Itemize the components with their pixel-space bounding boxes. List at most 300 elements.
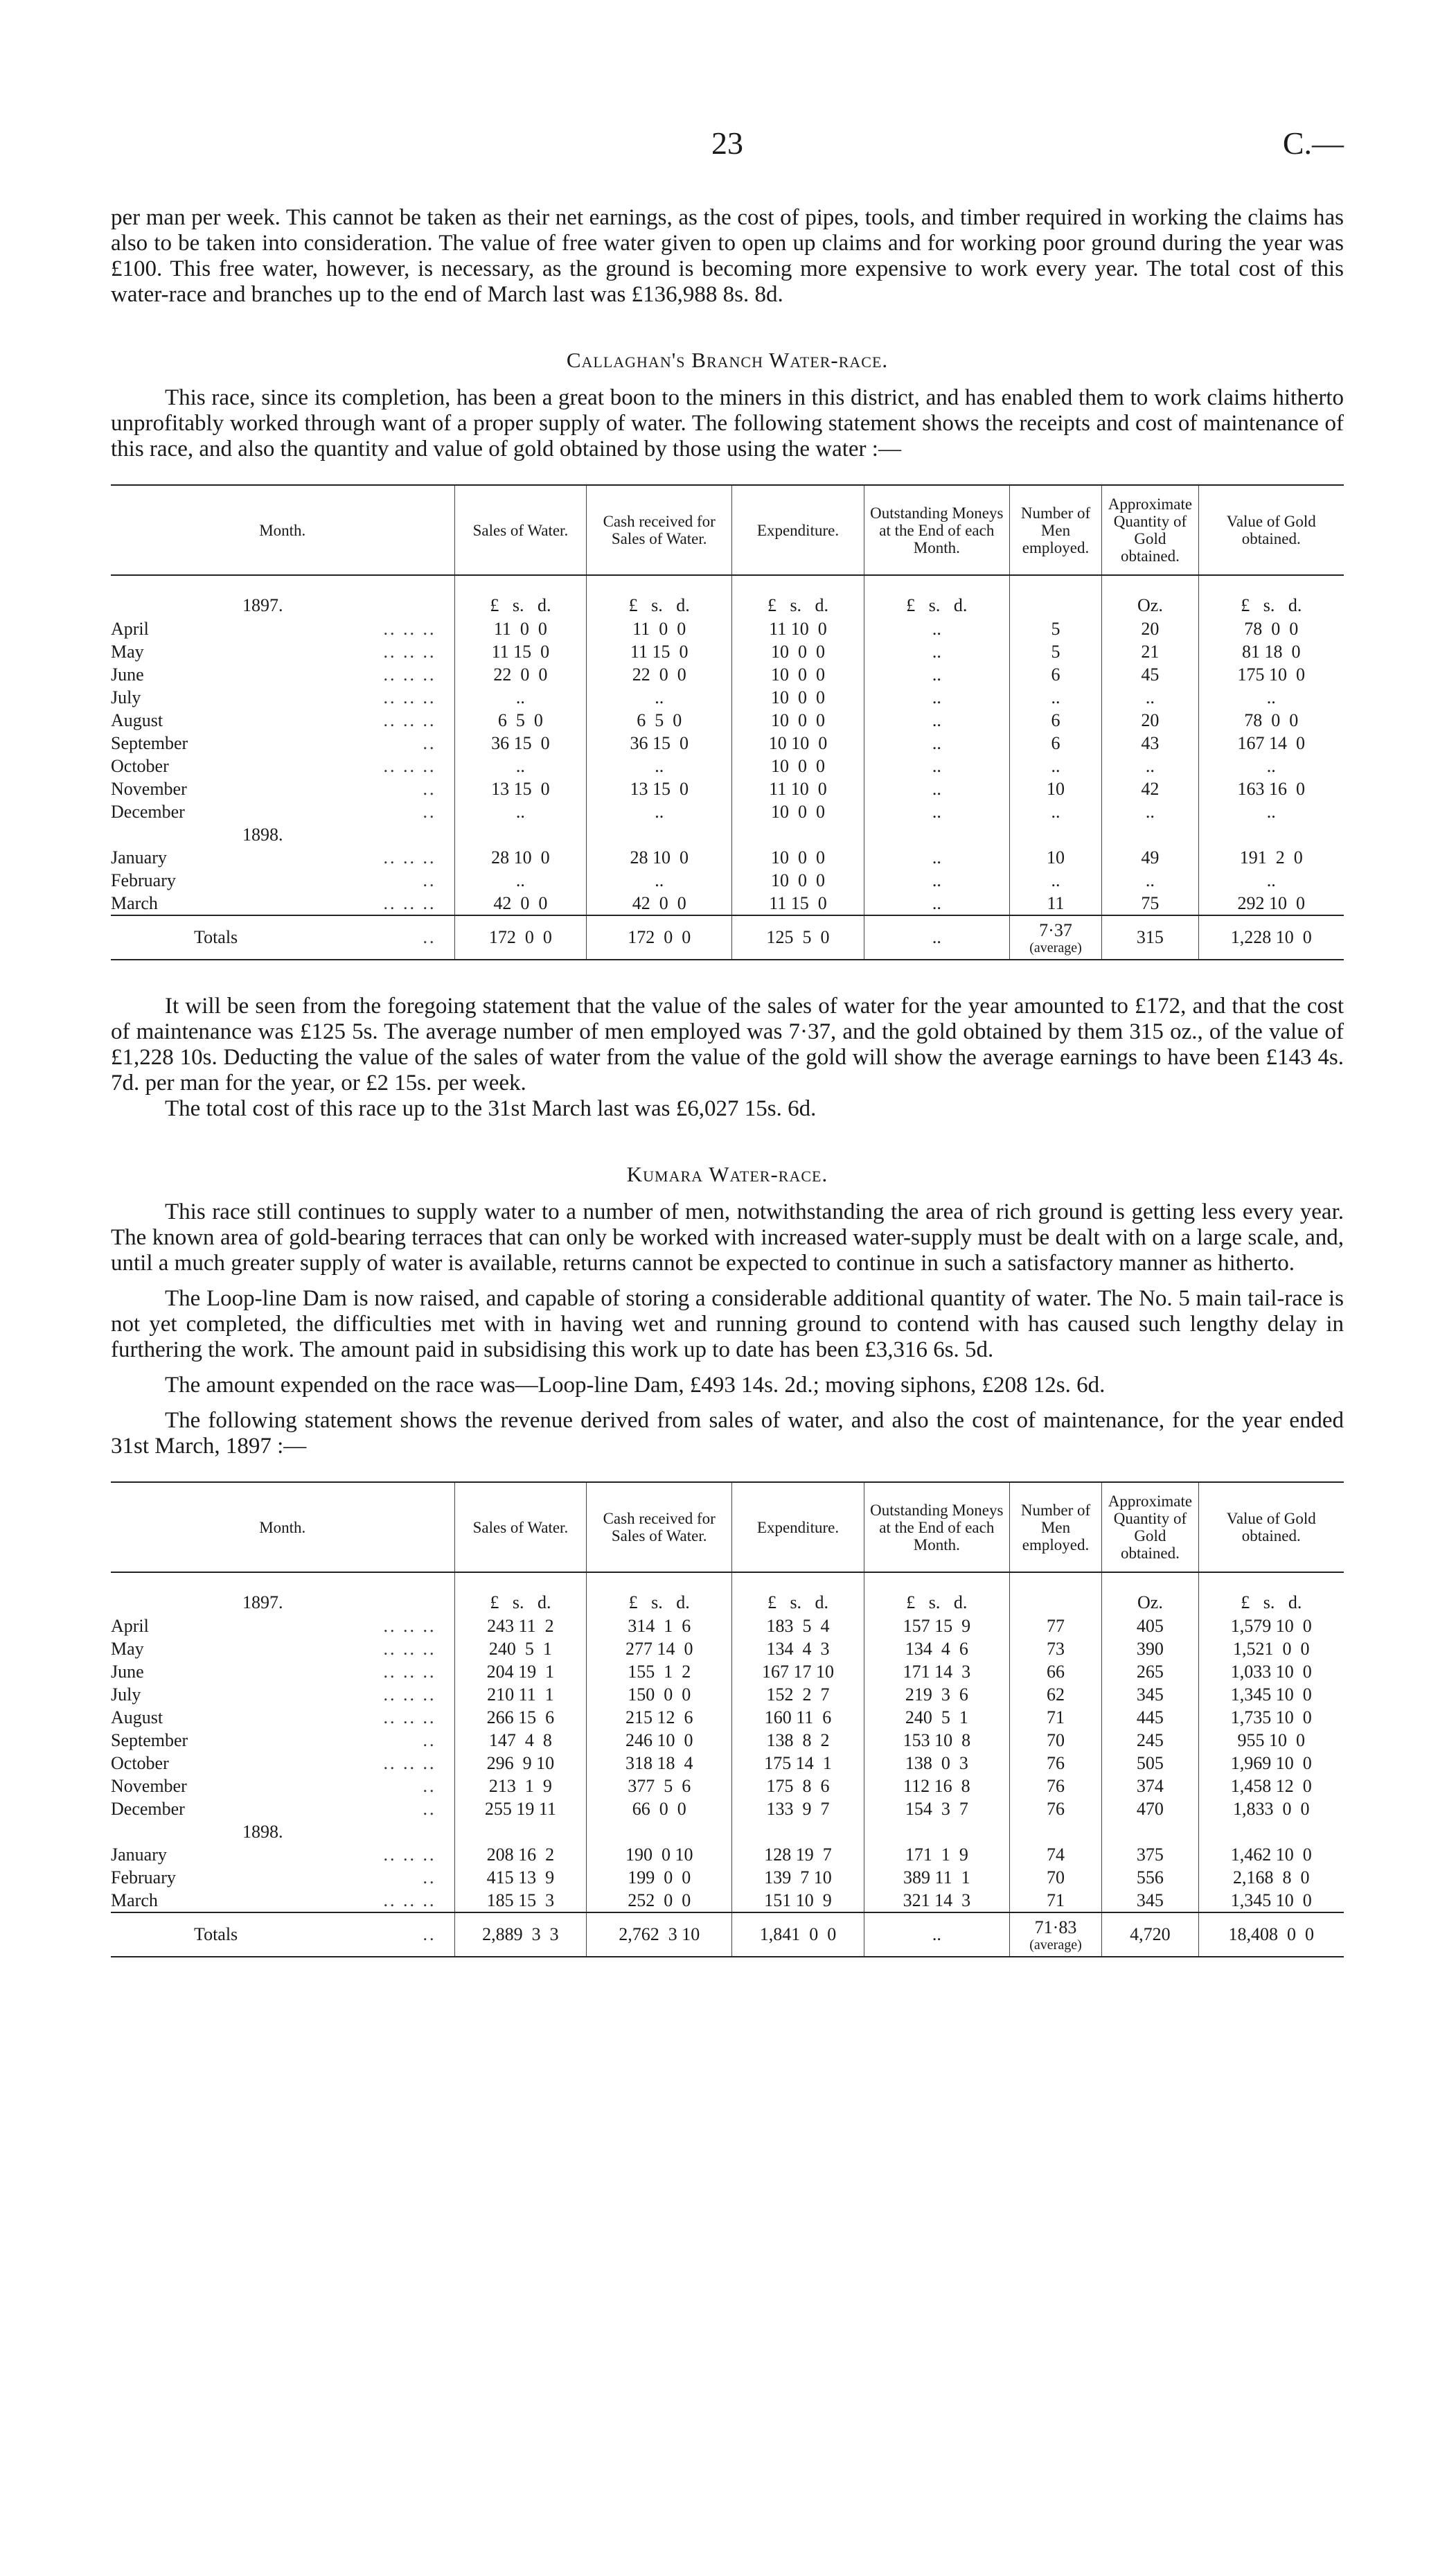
exp-value: 183 5 4 [766, 1616, 830, 1636]
cash-cell [587, 1797, 732, 1820]
sales-value: 147 4 8 [488, 1730, 552, 1750]
men-cell [1009, 1637, 1102, 1660]
sales-cell [454, 846, 587, 869]
leader-dots: .. .. .. [383, 1616, 436, 1636]
month-cell [111, 1797, 454, 1820]
qty-value: 45 [1141, 664, 1160, 685]
col-month: Month. [111, 485, 454, 575]
unit-label: £ s. d. [767, 595, 829, 615]
val-cell [1198, 709, 1344, 732]
out-cell [864, 732, 1009, 755]
leader-dots: .. [423, 1730, 436, 1750]
month-cell [111, 892, 454, 915]
out-cell [864, 640, 1009, 663]
totals-label: Totals [194, 927, 238, 947]
qty-value: 265 [1136, 1662, 1164, 1682]
unit-label: £ s. d. [1241, 1592, 1302, 1612]
month-cell [111, 823, 454, 846]
out-value: .. [932, 642, 941, 662]
leader-dots: .. [423, 802, 436, 822]
out-cell [864, 1797, 1009, 1820]
val-value: .. [1266, 802, 1276, 822]
val-value: 1,521 0 0 [1233, 1639, 1310, 1659]
month-label: October [111, 756, 169, 776]
cash-cell [587, 823, 732, 846]
val-cell [1198, 732, 1344, 755]
month-label: 1897. [242, 1592, 283, 1612]
out-value: 171 14 3 [903, 1662, 971, 1682]
val-cell [1198, 1660, 1344, 1683]
cash-cell [587, 575, 732, 617]
document-page [111, 125, 1344, 1957]
men-value: 76 [1047, 1799, 1065, 1819]
cash-value: 215 12 6 [625, 1707, 693, 1727]
out-value: 153 10 8 [903, 1730, 971, 1750]
val-cell [1198, 1706, 1344, 1729]
sales-cell [454, 869, 587, 892]
sales-value: 415 13 9 [486, 1867, 555, 1887]
sales-value: 11 0 0 [493, 619, 547, 639]
out-cell [864, 1843, 1009, 1866]
qty-cell [1102, 1820, 1198, 1843]
cash-cell [587, 1843, 732, 1866]
men-cell [1009, 800, 1102, 823]
total-men-value: 7·37 [1039, 920, 1072, 940]
val-cell [1198, 823, 1344, 846]
unit-label: £ s. d. [490, 1592, 551, 1612]
table-row [111, 732, 1344, 755]
men-value: 6 [1051, 664, 1060, 685]
val-cell [1198, 575, 1344, 617]
table-row [111, 1660, 1344, 1683]
exp-value: 152 2 7 [766, 1684, 830, 1705]
val-cell [1198, 1843, 1344, 1866]
val-cell [1198, 1775, 1344, 1797]
qty-cell [1102, 1706, 1198, 1729]
out-cell [864, 1752, 1009, 1775]
cash-cell [587, 777, 732, 800]
col-expenditure: Expenditure. [732, 1482, 864, 1572]
exp-cell [732, 1775, 864, 1797]
out-value: 171 1 9 [905, 1845, 968, 1865]
exp-cell [732, 1797, 864, 1820]
men-cell [1009, 686, 1102, 709]
men-cell [1009, 1775, 1102, 1797]
exp-value: 134 4 3 [766, 1639, 830, 1659]
cash-cell [587, 755, 732, 777]
total-qty-value: 4,720 [1130, 1924, 1171, 1944]
totals-row [111, 915, 1344, 960]
cash-value: 150 0 0 [628, 1684, 691, 1705]
men-value: 6 [1051, 710, 1060, 730]
exp-value: 151 10 9 [764, 1890, 832, 1910]
val-value: 2,168 8 0 [1233, 1867, 1310, 1887]
sales-cell [454, 1797, 587, 1820]
val-cell [1198, 1637, 1344, 1660]
val-value: 1,735 10 0 [1230, 1707, 1312, 1727]
table-row [111, 1843, 1344, 1866]
cash-cell [587, 1614, 732, 1637]
exp-cell [732, 892, 864, 915]
table-row [111, 1614, 1344, 1637]
qty-value: .. [1145, 756, 1155, 776]
table-row [111, 846, 1344, 869]
table-row [111, 1729, 1344, 1752]
total-val-cell [1198, 915, 1344, 960]
val-value: 955 10 0 [1237, 1730, 1306, 1750]
exp-cell [732, 1637, 864, 1660]
month-cell [111, 846, 454, 869]
men-cell [1009, 1683, 1102, 1706]
kumara-section-title: Kumara Water-race. [626, 1162, 828, 1186]
unit-label: £ s. d. [1241, 595, 1302, 615]
total-val-cell [1198, 1912, 1344, 1957]
year-row [111, 1572, 1344, 1614]
out-cell [864, 1889, 1009, 1912]
men-cell [1009, 1843, 1102, 1866]
month-cell [111, 575, 454, 617]
exp-cell [732, 777, 864, 800]
month-label: June [111, 664, 144, 685]
sales-cell [454, 1752, 587, 1775]
table-row [111, 1889, 1344, 1912]
month-cell [111, 617, 454, 640]
out-value: .. [932, 756, 941, 776]
month-label: January [111, 1845, 167, 1865]
qty-value: 470 [1136, 1799, 1164, 1819]
exp-value: 10 0 0 [771, 642, 825, 662]
table-row [111, 1683, 1344, 1706]
month-label: December [111, 802, 185, 822]
month-cell [111, 663, 454, 686]
men-value: 70 [1047, 1867, 1065, 1887]
total-men-cell [1009, 1912, 1102, 1957]
exp-cell [732, 732, 864, 755]
out-value: 154 3 7 [905, 1799, 968, 1819]
out-cell [864, 1683, 1009, 1706]
exp-value: 11 10 0 [769, 779, 827, 799]
exp-cell [732, 1614, 864, 1637]
out-value: .. [932, 802, 941, 822]
exp-cell [732, 1729, 864, 1752]
total-sales-value: 2,889 3 3 [482, 1924, 559, 1944]
month-cell [111, 1614, 454, 1637]
qty-value: .. [1145, 870, 1155, 890]
month-cell [111, 1572, 454, 1614]
out-cell [864, 892, 1009, 915]
val-value: 175 10 0 [1237, 664, 1306, 685]
total-exp-cell [732, 1912, 864, 1957]
cash-value: .. [655, 870, 664, 890]
val-cell [1198, 663, 1344, 686]
val-cell [1198, 1820, 1344, 1843]
out-value: .. [932, 664, 941, 685]
month-label: 1898. [242, 1822, 283, 1842]
leader-dots: .. .. .. [383, 1890, 436, 1910]
exp-cell [732, 575, 864, 617]
table-row [111, 640, 1344, 663]
cash-cell [587, 640, 732, 663]
men-value: 76 [1047, 1776, 1065, 1796]
val-value: 78 0 0 [1244, 619, 1299, 639]
exp-value: 175 8 6 [766, 1776, 830, 1796]
exp-cell [732, 1752, 864, 1775]
qty-value: 445 [1136, 1707, 1164, 1727]
table-row [111, 892, 1344, 915]
sales-cell [454, 575, 587, 617]
unit-label: £ s. d. [906, 595, 968, 615]
out-value: .. [932, 619, 941, 639]
month-label: February [111, 1867, 176, 1887]
qty-cell [1102, 1797, 1198, 1820]
cash-value: 13 15 0 [630, 779, 689, 799]
col-month: Month. [111, 1482, 454, 1572]
exp-value: 11 10 0 [769, 619, 827, 639]
men-cell [1009, 732, 1102, 755]
col-sales: Sales of Water. [454, 485, 587, 575]
month-label: September [111, 733, 188, 753]
total-exp-value: 1,841 0 0 [759, 1924, 837, 1944]
table-row [111, 869, 1344, 892]
sales-value: 36 15 0 [491, 733, 550, 753]
leader-dots: .. [423, 1776, 436, 1796]
exp-value: 167 17 10 [762, 1662, 834, 1682]
sales-value: 240 5 1 [488, 1639, 552, 1659]
exp-cell [732, 1820, 864, 1843]
cash-cell [587, 732, 732, 755]
total-qty-cell [1102, 915, 1198, 960]
exp-value: 10 0 0 [771, 802, 825, 822]
month-label: June [111, 1662, 144, 1682]
table-row [111, 755, 1344, 777]
val-cell [1198, 617, 1344, 640]
totals-label-cell [111, 1912, 454, 1957]
page-header [111, 125, 1344, 173]
sales-cell [454, 892, 587, 915]
sales-value: .. [515, 802, 525, 822]
sales-value: 210 11 1 [487, 1684, 554, 1705]
exp-cell [732, 755, 864, 777]
val-value: 1,345 10 0 [1230, 1890, 1312, 1910]
out-cell [864, 686, 1009, 709]
men-cell [1009, 575, 1102, 617]
qty-cell [1102, 892, 1198, 915]
unit-label: £ s. d. [628, 595, 690, 615]
col-outstanding: Outstanding Moneys at the End of each Month. [864, 485, 1009, 575]
men-cell [1009, 1660, 1102, 1683]
page-number: 23 [711, 125, 743, 161]
cash-cell [587, 892, 732, 915]
month-cell [111, 1706, 454, 1729]
cash-value: 42 0 0 [632, 893, 686, 913]
sales-value: 42 0 0 [493, 893, 548, 913]
month-cell [111, 1775, 454, 1797]
qty-cell [1102, 823, 1198, 846]
month-label: December [111, 1799, 185, 1819]
year-row [111, 575, 1344, 617]
qty-cell [1102, 1729, 1198, 1752]
col-men: Number of Men employed. [1009, 1482, 1102, 1572]
sales-value: .. [515, 756, 525, 776]
exp-cell [732, 1866, 864, 1889]
unit-label: Oz. [1137, 595, 1163, 615]
month-label: 1897. [242, 595, 283, 615]
qty-value: 21 [1141, 642, 1160, 662]
qty-value: 345 [1136, 1890, 1164, 1910]
kumara-paragraph-4: The following statement shows the revenue derived from sales of water, and also the cost of maintenance, for the year ended 31st March, 1897 :— [111, 1408, 1344, 1459]
total-out-value: .. [932, 1924, 941, 1944]
men-cell [1009, 617, 1102, 640]
cash-cell [587, 1820, 732, 1843]
qty-cell [1102, 800, 1198, 823]
val-cell [1198, 846, 1344, 869]
leader-dots: .. .. .. [383, 1753, 436, 1773]
cash-cell [587, 846, 732, 869]
cash-value: 190 0 10 [625, 1845, 693, 1865]
month-cell [111, 777, 454, 800]
col-cash: Cash received for Sales of Water. [587, 1482, 732, 1572]
leader-dots: .. .. .. [383, 756, 436, 776]
val-cell [1198, 1572, 1344, 1614]
val-value: 1,345 10 0 [1230, 1684, 1312, 1705]
month-cell [111, 755, 454, 777]
month-label: August [111, 1707, 163, 1727]
leader-dots: .. .. .. [383, 642, 436, 662]
sales-cell [454, 755, 587, 777]
qty-cell [1102, 777, 1198, 800]
men-value: 73 [1047, 1639, 1065, 1659]
qty-cell [1102, 755, 1198, 777]
exp-value: 11 15 0 [769, 893, 827, 913]
sales-value: .. [515, 870, 525, 890]
exp-cell [732, 1843, 864, 1866]
sales-cell [454, 1614, 587, 1637]
qty-value: 49 [1141, 847, 1160, 868]
callaghan-summary: It will be seen from the foregoing statement that the value of the sales of water for the year amounted to £172, and that the cost of maintenance was £125 5s. The average number of men employed was 7·37, and the gold obtained by them 315 oz., of the value of £1,228 10s. Deducting the value of the sales of water from the value of the gold will show the average earnings to have been £143 4s. 7d. per man for the year, or £2 15s. per week. [111, 994, 1344, 1095]
men-cell [1009, 640, 1102, 663]
total-cash-value: 2,762 3 10 [619, 1924, 700, 1944]
qty-cell [1102, 1683, 1198, 1706]
month-cell [111, 800, 454, 823]
men-cell [1009, 1572, 1102, 1614]
month-label: November [111, 779, 187, 799]
intro-paragraph: per man per week. This cannot be taken as their net earnings, as the cost of pipes, tools, and timber required in working the claims has also to be taken into consideration. The value of free water given to open up claims and for working poor ground during the year was £100. This free water, however, is necessary, as the ground is becoming more expensive to work every year. The total cost of this water-race and branches up to the end of March last was £136,988 8s. 8d. [111, 205, 1344, 307]
val-cell [1198, 640, 1344, 663]
exp-cell [732, 823, 864, 846]
sales-cell [454, 777, 587, 800]
qty-cell [1102, 1775, 1198, 1797]
month-label: July [111, 687, 141, 707]
out-cell [864, 709, 1009, 732]
exp-cell [732, 1706, 864, 1729]
out-cell [864, 663, 1009, 686]
cash-cell [587, 617, 732, 640]
leader-dots: .. [423, 1924, 436, 1944]
kumara-returns-table [111, 1481, 1344, 1957]
col-quantity: Approximate Quantity of Gold obtained. [1102, 485, 1198, 575]
men-cell [1009, 1729, 1102, 1752]
table-row [111, 1797, 1344, 1820]
sales-cell [454, 800, 587, 823]
out-cell [864, 1614, 1009, 1637]
cash-cell [587, 1775, 732, 1797]
val-cell [1198, 800, 1344, 823]
cash-value: 66 0 0 [632, 1799, 686, 1819]
men-cell [1009, 892, 1102, 915]
exp-value: 138 8 2 [766, 1730, 830, 1750]
men-cell [1009, 1866, 1102, 1889]
sales-cell [454, 1820, 587, 1843]
table-row [111, 1637, 1344, 1660]
sales-value: 204 19 1 [486, 1662, 555, 1682]
cash-value: .. [655, 756, 664, 776]
val-cell [1198, 1797, 1344, 1820]
totals-label: Totals [194, 1924, 238, 1944]
total-sales-value: 172 0 0 [488, 927, 552, 947]
out-cell [864, 617, 1009, 640]
men-value: 5 [1051, 642, 1060, 662]
qty-cell [1102, 869, 1198, 892]
leader-dots: .. .. .. [383, 1662, 436, 1682]
total-out-cell [864, 1912, 1009, 1957]
men-value: .. [1051, 756, 1060, 776]
qty-cell [1102, 732, 1198, 755]
total-val-value: 18,408 0 0 [1228, 1924, 1315, 1944]
val-cell [1198, 686, 1344, 709]
val-value: .. [1266, 756, 1276, 776]
exp-value: 10 0 0 [771, 756, 825, 776]
col-men: Number of Men employed. [1009, 485, 1102, 575]
val-value: 1,458 12 0 [1230, 1776, 1312, 1796]
qty-cell [1102, 1614, 1198, 1637]
total-cash-cell [587, 915, 732, 960]
out-cell [864, 846, 1009, 869]
val-cell [1198, 869, 1344, 892]
cash-value: 318 18 4 [625, 1753, 693, 1773]
sales-value: 6 5 0 [497, 710, 543, 730]
month-cell [111, 1752, 454, 1775]
men-value: 76 [1047, 1753, 1065, 1773]
cash-cell [587, 1729, 732, 1752]
cash-value: 377 5 6 [628, 1776, 691, 1796]
year-row [111, 823, 1344, 846]
qty-value: 42 [1141, 779, 1160, 799]
out-cell [864, 1660, 1009, 1683]
men-cell [1009, 869, 1102, 892]
sales-value: 266 15 6 [486, 1707, 555, 1727]
men-cell [1009, 1797, 1102, 1820]
out-cell [864, 1775, 1009, 1797]
sales-cell [454, 1775, 587, 1797]
cash-value: .. [655, 687, 664, 707]
leader-dots: .. [423, 1867, 436, 1887]
qty-value: 43 [1141, 733, 1160, 753]
month-cell [111, 1889, 454, 1912]
val-cell [1198, 1729, 1344, 1752]
out-value: 134 4 6 [905, 1639, 968, 1659]
col-cash: Cash received for Sales of Water. [587, 485, 732, 575]
exp-cell [732, 640, 864, 663]
exp-cell [732, 800, 864, 823]
callaghan-paragraph: This race, since its completion, has been a great boon to the miners in this district, and has enabled them to work claims hitherto unprofitably worked through want of a proper supply of water. The following statement shows the receipts and cost of maintenance of this race, and also the quantity and value of gold obtained by those using the water :— [111, 385, 1344, 461]
unit-label: £ s. d. [767, 1592, 829, 1612]
sales-value: 185 15 3 [486, 1890, 555, 1910]
callaghan-total-cost: The total cost of this race up to the 31st March last was £6,027 15s. 6d. [165, 1096, 817, 1121]
out-value: .. [932, 687, 941, 707]
exp-cell [732, 1889, 864, 1912]
qty-cell [1102, 1637, 1198, 1660]
cash-value: 314 1 6 [628, 1616, 691, 1636]
